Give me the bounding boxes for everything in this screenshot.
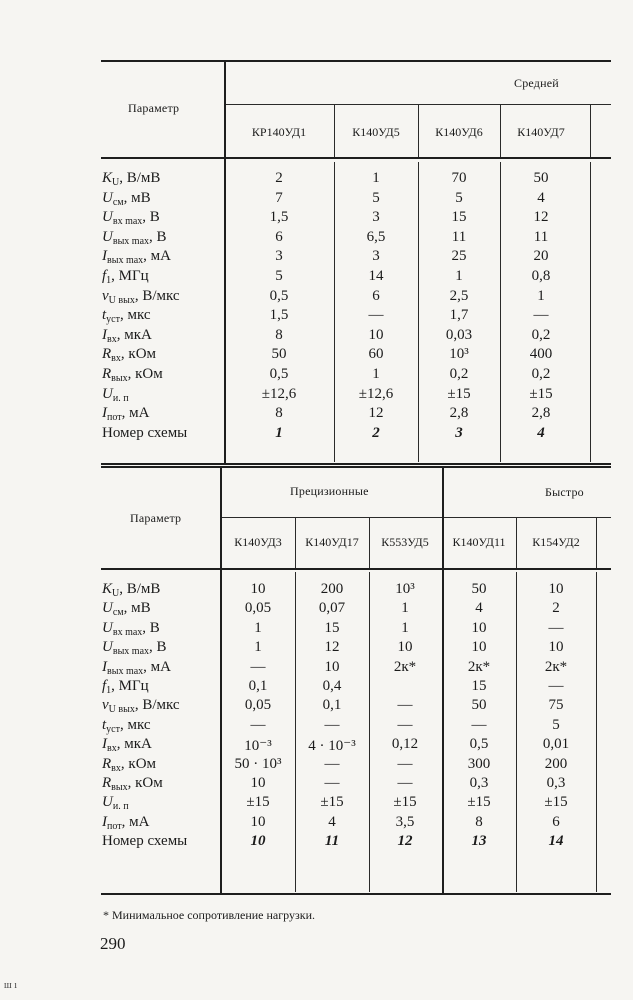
- table-cell: 0,4: [322, 678, 342, 694]
- param-unit: , мА: [143, 658, 171, 675]
- table-cell: 10³: [395, 581, 415, 597]
- param-subscript: U вых: [108, 704, 135, 716]
- table-cell: 0,07: [318, 600, 346, 617]
- table1-group-header: Средней: [514, 76, 559, 90]
- footnote: * Минимальное сопротивление нагрузки.: [103, 908, 315, 922]
- param-unit: , мА: [121, 405, 150, 422]
- table-cell: 200: [544, 755, 568, 772]
- param-subscript: пот: [107, 412, 122, 424]
- table-cell: 50: [533, 170, 549, 186]
- table-cell: —: [324, 755, 340, 772]
- table-cell: 0,2: [449, 366, 469, 382]
- param-label: [102, 209, 160, 227]
- table-cell: 1: [401, 600, 409, 617]
- param-subscript: см: [112, 196, 124, 208]
- corner-mark: ш ı: [4, 980, 17, 991]
- table-cell: 1: [372, 366, 380, 382]
- table-cell: 200: [320, 581, 344, 597]
- param-unit: , МГц: [111, 678, 149, 694]
- scheme-number-cell: 12: [397, 833, 413, 850]
- table-cell: 5: [455, 189, 463, 206]
- table-cell: 50: [471, 697, 487, 714]
- table2-col-divider: [596, 572, 597, 892]
- table-cell: —: [397, 775, 413, 791]
- param-subscript: вх: [107, 743, 117, 755]
- param-label: [102, 659, 171, 677]
- table-cell: —: [250, 658, 266, 675]
- param-symbol: U: [102, 228, 113, 245]
- param-subscript: вых: [111, 373, 128, 384]
- table-cell: 0,1: [248, 678, 268, 694]
- table-cell: 14: [368, 268, 384, 284]
- param-subscript: вх: [111, 353, 121, 365]
- column-header: К553УД5: [381, 535, 429, 549]
- table-cell: 2к*: [393, 658, 417, 675]
- table2-col-divider: [596, 518, 597, 568]
- param-subscript: U вых: [108, 294, 135, 306]
- param-label: [102, 736, 152, 754]
- table-cell: 60: [368, 346, 384, 363]
- param-unit: , В: [149, 228, 167, 245]
- table-cell: 0,3: [546, 775, 566, 791]
- param-unit: , кОм: [127, 775, 163, 791]
- table-cell: 50 · 10³: [234, 755, 282, 772]
- param-subscript: вх: [107, 333, 117, 345]
- param-symbol: t: [102, 307, 107, 324]
- table-cell: 11: [451, 228, 467, 245]
- table1-col-divider: [418, 162, 419, 462]
- table-cell: 8: [275, 405, 283, 422]
- table-cell: 3: [372, 248, 380, 265]
- table-cell: 50: [271, 346, 287, 363]
- table-cell: —: [533, 307, 549, 324]
- table2-bottom-rule: [101, 893, 611, 895]
- table-cell: 10: [397, 639, 413, 656]
- param-subscript: U: [112, 177, 120, 188]
- table2-header-rule: [101, 568, 611, 570]
- table-cell: ±15: [320, 794, 344, 811]
- table-cell: 6: [552, 813, 560, 830]
- table2-group-rule: [222, 517, 611, 518]
- param-symbol: I: [102, 248, 107, 265]
- table-cell: 7: [275, 189, 283, 206]
- table-cell: 0,12: [391, 736, 419, 753]
- param-label: [102, 405, 149, 423]
- table-cell: 10: [548, 581, 564, 597]
- param-unit: , В: [142, 619, 160, 636]
- param-label: [102, 425, 187, 442]
- param-label: [102, 639, 167, 657]
- param-label: [102, 833, 187, 850]
- param-subscript: вых max: [112, 646, 150, 658]
- param-unit: , В: [142, 209, 160, 226]
- param-symbol: U: [102, 385, 113, 402]
- table-cell: 6: [372, 287, 380, 304]
- scheme-number-cell: 13: [471, 833, 487, 850]
- param-subscript: вых: [111, 782, 128, 793]
- table-cell: 10: [471, 639, 487, 656]
- table-cell: 3: [275, 248, 283, 265]
- table-cell: ±12,6: [358, 385, 394, 402]
- column-header: К140УД3: [234, 535, 282, 549]
- param-symbol: f: [102, 268, 107, 284]
- param-label: [102, 756, 156, 774]
- column-header: К154УД2: [532, 535, 580, 549]
- table-cell: 2: [275, 170, 283, 186]
- column-header: К140УД5: [352, 125, 400, 139]
- table2-col-divider: [295, 572, 296, 892]
- scheme-number-cell: 3: [455, 424, 463, 441]
- param-symbol: v: [102, 697, 109, 714]
- param-unit: , мкс: [119, 307, 151, 324]
- table-cell: —: [397, 697, 413, 714]
- table-cell: 1: [537, 287, 545, 304]
- table-cell: 300: [467, 755, 491, 772]
- table-cell: 0,2: [531, 366, 551, 382]
- table-cell: 0,5: [269, 366, 289, 382]
- param-label: [102, 794, 129, 812]
- table1-top-rule: [101, 60, 611, 62]
- param-symbol: v: [102, 287, 109, 304]
- param-label: [102, 814, 149, 832]
- param-symbol: t: [102, 716, 107, 733]
- param-label: [102, 366, 163, 384]
- table-cell: 2: [552, 600, 560, 617]
- param-subscript: см: [112, 607, 124, 619]
- param-label: [102, 190, 151, 208]
- param-symbol: R: [102, 346, 112, 363]
- table-cell: 0,8: [531, 268, 551, 284]
- scheme-number-cell: 11: [324, 833, 340, 850]
- table-cell: 10: [471, 619, 487, 636]
- param-label: [102, 248, 171, 266]
- param-subscript: уст: [106, 723, 120, 735]
- param-symbol: I: [102, 813, 107, 830]
- table-cell: 1,5: [269, 307, 289, 324]
- column-header: К140УД11: [452, 535, 506, 549]
- table-cell: 1: [372, 170, 380, 186]
- param-unit: , кОм: [127, 366, 163, 382]
- table-cell: ±15: [544, 794, 568, 811]
- param-subscript: U: [112, 588, 120, 599]
- table-cell: 5: [275, 268, 283, 284]
- table-cell: 0,5: [269, 287, 289, 304]
- table-cell: 10: [250, 813, 266, 830]
- param-label: [102, 678, 149, 696]
- table1-col-divider: [590, 105, 591, 157]
- table1-header-rule: [101, 157, 611, 159]
- table2-param-header: Параметр: [130, 511, 182, 525]
- table-cell: —: [324, 716, 340, 733]
- param-unit: , В/мВ: [119, 581, 161, 597]
- param-subscript: пот: [107, 820, 122, 832]
- column-header: К140УД7: [517, 125, 565, 139]
- column-header: К140УД6: [435, 125, 483, 139]
- param-label: [102, 288, 180, 306]
- table1-param-header: Параметр: [128, 101, 180, 115]
- column-header: КР140УД1: [251, 125, 307, 139]
- table1-col-divider: [334, 105, 335, 157]
- param-label: [102, 620, 160, 638]
- param-label: [102, 327, 152, 345]
- param-unit: , мкс: [119, 716, 151, 733]
- param-symbol: K: [102, 581, 113, 597]
- table-cell: 70: [451, 170, 467, 186]
- table-cell: —: [250, 716, 266, 733]
- page-number: 290: [100, 934, 126, 953]
- table-cell: 0,3: [469, 775, 489, 791]
- table-cell: —: [324, 775, 340, 791]
- table-cell: 2к*: [544, 658, 568, 675]
- param-subscript: вых max: [107, 665, 144, 677]
- param-unit: , мВ: [123, 189, 151, 206]
- table-cell: 2к*: [467, 658, 491, 675]
- param-symbol: I: [102, 658, 107, 675]
- table2-col-divider: [516, 572, 517, 892]
- table-cell: 10³: [449, 346, 469, 363]
- param-label: [102, 600, 151, 618]
- table-cell: 400: [529, 346, 553, 363]
- table-cell: 6,5: [366, 228, 386, 245]
- table-cell: 10: [250, 581, 266, 597]
- scheme-number-cell: 4: [537, 424, 545, 441]
- param-unit: Номер схемы: [102, 833, 188, 850]
- table-cell: 12: [368, 405, 384, 422]
- param-unit: , мА: [121, 813, 150, 830]
- param-label: [102, 581, 160, 599]
- param-unit: , мА: [143, 248, 171, 265]
- table-cell: 2,5: [449, 287, 469, 304]
- param-subscript: вых max: [107, 255, 144, 267]
- scheme-number-cell: 14: [548, 833, 564, 850]
- param-subscript: вх max: [112, 626, 143, 638]
- param-label: [102, 346, 156, 364]
- table-cell: 0,05: [244, 600, 272, 617]
- param-symbol: U: [102, 794, 113, 811]
- table-cell: 8: [475, 813, 483, 830]
- table-cell: ±15: [447, 385, 471, 402]
- param-unit: , кОм: [120, 755, 157, 772]
- param-label: [102, 307, 151, 325]
- param-unit: , МГц: [111, 268, 149, 284]
- table-cell: 20: [533, 248, 549, 265]
- param-label: [102, 268, 149, 286]
- param-label: [102, 386, 129, 404]
- table1-col-divider: [500, 162, 501, 462]
- table-cell: 2,8: [449, 405, 469, 422]
- param-subscript: 1: [106, 685, 112, 696]
- table-cell: 5: [372, 189, 380, 206]
- table-cell: 0,2: [531, 326, 551, 343]
- table-cell: 10: [250, 775, 266, 791]
- table-cell: ±15: [467, 794, 491, 811]
- param-subscript: уст: [106, 314, 120, 326]
- table-cell: 4 · 10⁻³: [308, 738, 356, 755]
- column-header: К140УД17: [305, 535, 359, 549]
- param-symbol: f: [102, 678, 107, 694]
- param-subscript: и. п: [112, 392, 129, 404]
- table-cell: 3: [372, 209, 380, 226]
- scheme-number-cell: 10: [250, 833, 266, 850]
- table-cell: —: [548, 678, 564, 694]
- param-unit: , мВ: [123, 600, 151, 617]
- param-symbol: U: [102, 600, 113, 617]
- param-symbol: I: [102, 736, 107, 753]
- table2-group2-header: Быстро: [545, 485, 584, 499]
- table1-param-divider: [224, 60, 226, 464]
- param-label: [102, 717, 151, 735]
- table-cell: 4: [475, 600, 483, 617]
- table2-param-divider: [220, 466, 222, 893]
- param-subscript: вых max: [112, 235, 150, 247]
- param-symbol: U: [102, 209, 113, 226]
- param-symbol: U: [102, 619, 113, 636]
- param-label: [102, 775, 163, 793]
- table-cell: —: [471, 716, 487, 733]
- table-cell: 1: [254, 639, 262, 656]
- table-cell: 10: [368, 326, 384, 343]
- table-cell: 1: [254, 619, 262, 636]
- param-label: [102, 229, 167, 247]
- table-cell: 50: [471, 581, 487, 597]
- table-cell: 4: [537, 189, 545, 206]
- table-cell: 0,1: [322, 697, 342, 714]
- param-unit: , кОм: [120, 346, 157, 363]
- table-cell: 10: [324, 658, 340, 675]
- table-cell: —: [397, 716, 413, 733]
- param-subscript: 1: [106, 275, 112, 286]
- table-cell: 1,5: [269, 209, 289, 226]
- table1-col-divider: [590, 162, 591, 462]
- table-cell: 12: [533, 209, 549, 226]
- table-cell: 3,5: [395, 813, 415, 830]
- table-cell: —: [548, 619, 564, 636]
- param-subscript: и. п: [112, 801, 129, 813]
- table-cell: 5: [552, 716, 560, 733]
- table-cell: 0,03: [445, 326, 473, 343]
- table-cell: 25: [451, 248, 467, 265]
- param-unit: , мкА: [116, 736, 152, 753]
- param-label: [102, 697, 180, 715]
- table2-top-rule: [101, 466, 611, 468]
- table2-group1-header: Прецизионные: [290, 484, 369, 498]
- param-unit: , В/мкс: [134, 697, 180, 714]
- param-unit: , В/мВ: [119, 170, 161, 186]
- table-cell: 4: [328, 813, 336, 830]
- table-cell: 1,7: [449, 307, 469, 324]
- param-symbol: K: [102, 170, 113, 186]
- scheme-number-cell: 1: [275, 424, 283, 441]
- table1-bottom-rule: [101, 463, 611, 465]
- table-cell: 1: [455, 268, 463, 284]
- param-symbol: I: [102, 326, 107, 343]
- table-cell: 8: [275, 326, 283, 343]
- table-cell: 0,01: [542, 736, 570, 753]
- table-cell: ±15: [246, 794, 270, 811]
- param-symbol: U: [102, 639, 113, 656]
- param-symbol: R: [102, 775, 112, 791]
- param-symbol: U: [102, 189, 113, 206]
- table-cell: 11: [533, 228, 549, 245]
- table-cell: 75: [548, 697, 564, 714]
- param-unit: , В: [149, 639, 167, 656]
- table-cell: ±15: [529, 385, 553, 402]
- table-cell: 15: [471, 678, 487, 694]
- param-label: [102, 170, 160, 188]
- table-cell: 1: [401, 619, 409, 636]
- param-subscript: вх max: [112, 216, 143, 228]
- table-cell: 10: [548, 639, 564, 656]
- param-symbol: R: [102, 755, 112, 772]
- scheme-number-cell: 2: [372, 424, 380, 441]
- param-unit: , В/мкс: [134, 287, 180, 304]
- table-cell: 6: [275, 228, 283, 245]
- param-symbol: I: [102, 405, 107, 422]
- param-subscript: вх: [111, 762, 121, 774]
- table-cell: 12: [324, 639, 340, 656]
- table-cell: 2,8: [531, 405, 551, 422]
- param-unit: Номер схемы: [102, 424, 188, 441]
- table-cell: 0,05: [244, 697, 272, 714]
- table-cell: 0,5: [469, 736, 489, 753]
- param-unit: , мкА: [116, 326, 152, 343]
- table-cell: ±12,6: [261, 385, 297, 402]
- table-cell: 10⁻³: [244, 738, 272, 755]
- table1-col-divider: [334, 162, 335, 462]
- table-cell: 15: [451, 209, 467, 226]
- table-cell: ±15: [393, 794, 417, 811]
- table-cell: —: [397, 755, 413, 772]
- table-cell: 15: [324, 619, 340, 636]
- table-cell: —: [368, 307, 384, 324]
- param-symbol: R: [102, 366, 112, 382]
